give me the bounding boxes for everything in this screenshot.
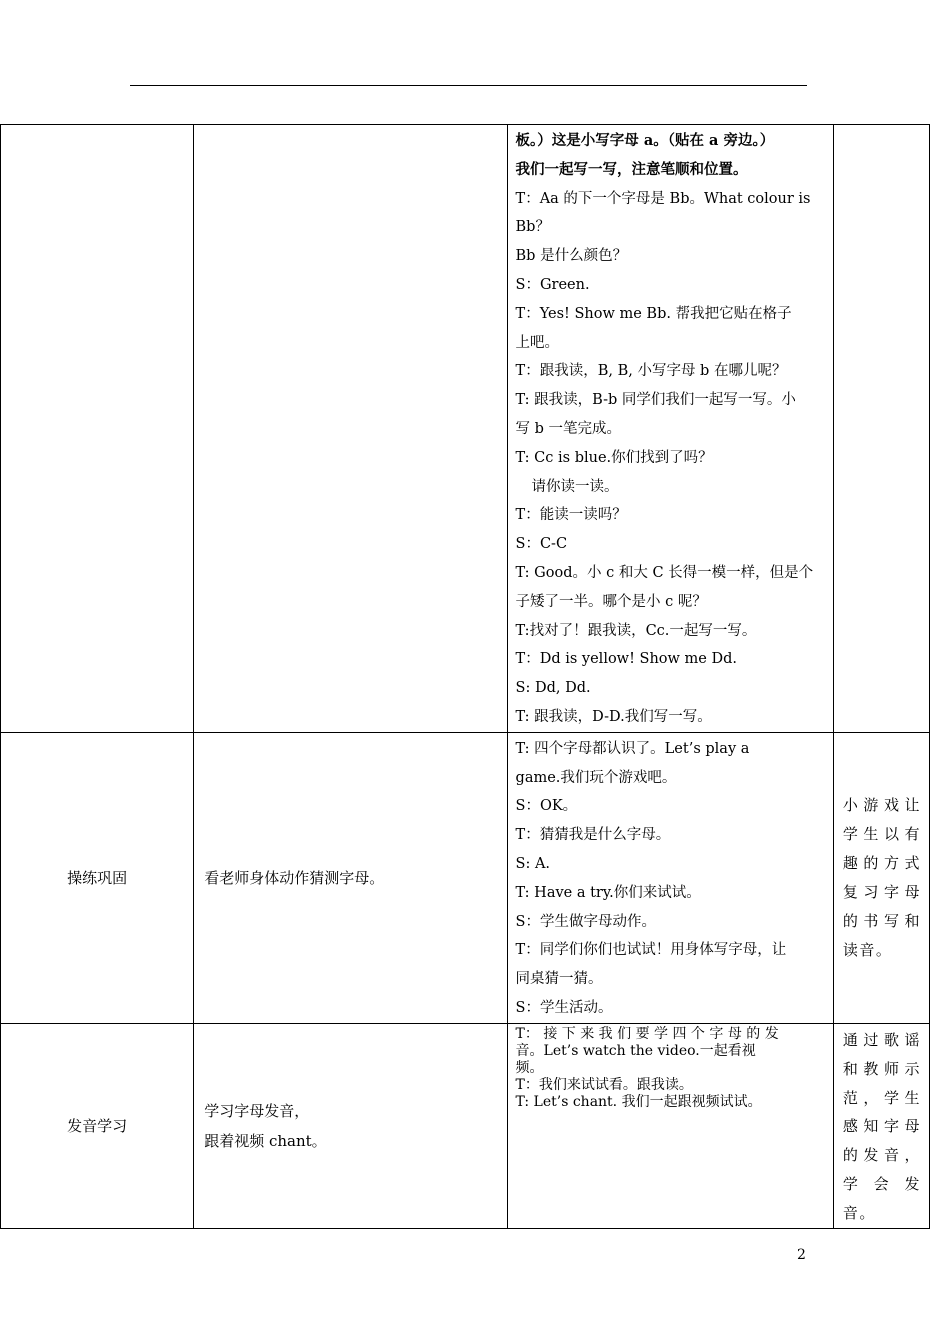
procedure-line: T：能读一读吗？ [515,507,627,524]
procedure-line: 板。）这是小写字母 a。（贴在 a 旁边。） [515,132,775,149]
procedure-line: 音。Let’s watch the video.一起看视 [515,1042,756,1059]
procedure-cell [507,1023,833,1228]
header-rule [130,85,807,86]
procedure-cell [507,125,833,733]
table-row [1,125,930,733]
activity-line: 跟着视频 chant。 [204,1131,327,1150]
purpose-cell: 通过歌谣和教师示范，学生感知字母的发音，学会发音。 [833,1023,929,1228]
procedure-line: T: Have a try.你们来试试。 [515,884,701,901]
procedure-line: S：学生做字母动作。 [515,913,656,930]
stage-cell: 发音学习 [1,1023,194,1228]
procedure-line: T：同学们你们也试试！用身体写字母，让 [515,942,787,959]
procedure-line: 我们一起写一写，注意笔顺和位置。 [515,160,748,178]
procedure-line: T: Good。小 c 和大 C 长得一模一样，但是个 [515,564,814,581]
table-row [1,732,930,1023]
procedure-line: T:找对了！跟我读，Cc.一起写一写。 [515,622,757,639]
purpose-cell: 小游戏让学生以有趣的方式复习字母的书写和读音。 [833,732,929,1023]
activity-cell: 看老师身体动作猜测字母。 [194,732,507,1023]
procedure-line: T：Yes! Show me Bb. 帮我把它贴在格子 [515,305,792,322]
procedure-line: T: 跟我读，B-b 同学们我们一起写一写。小 [515,392,796,409]
procedure-line: T：跟我读，B, B, 小写字母 b 在哪儿呢？ [515,363,787,380]
procedure-line: 频。 [515,1059,544,1076]
procedure-line: T： 接 下 来 我 们 要 学 四 个 字 母 的 发 [515,1025,779,1042]
procedure-line: S：C-C [515,536,568,553]
procedure-line: T：猜猜我是什么字母。 [515,827,671,844]
stage-cell [1,125,194,733]
procedure-line: S: A. [515,855,551,872]
procedure-cell [507,732,833,1023]
procedure-line: T：Aa 的下一个字母是 Bb。What colour is [515,190,811,207]
procedure-line: Bb 是什么颜色？ [515,248,628,265]
procedure-line: S：Green. [515,276,590,293]
procedure-line: T：Dd is yellow! Show me Dd. [515,651,738,668]
procedure-line: 上吧。 [515,334,560,351]
procedure-line: T: 跟我读，D-D.我们写一写。 [515,708,712,725]
procedure-line: 请你读一读。 [531,478,619,495]
procedure-line: game.我们玩个游戏吧。 [515,769,677,786]
procedure-line: S: Dd, Dd. [515,680,591,697]
activity-line: 学习字母发音， [204,1101,310,1120]
activity-cell [194,125,507,733]
lesson-plan-table [0,124,930,1229]
procedure-line: S：学生活动。 [515,999,613,1016]
purpose-cell [833,125,929,733]
page-number: 2 [797,1247,806,1263]
procedure-line: Bb？ [515,219,550,236]
procedure-line: T: Cc is blue.你们找到了吗？ [515,449,713,466]
table-row [1,1023,930,1228]
procedure-line: 同桌猜一猜。 [515,971,603,988]
procedure-line: 写 b 一笔完成。 [515,420,622,437]
stage-cell: 操练巩固 [1,732,194,1023]
procedure-line: T：我们来试试看。跟我读。 [515,1076,693,1093]
procedure-line: 子矮了一半。哪个是小 c 呢？ [515,593,707,610]
procedure-line: S：OK。 [515,798,578,815]
procedure-line: T: 四个字母都认识了。Let’s play a [515,740,750,757]
activity-cell [194,1023,507,1228]
procedure-line: T: Let’s chant. 我们一起跟视频试试。 [515,1093,762,1110]
